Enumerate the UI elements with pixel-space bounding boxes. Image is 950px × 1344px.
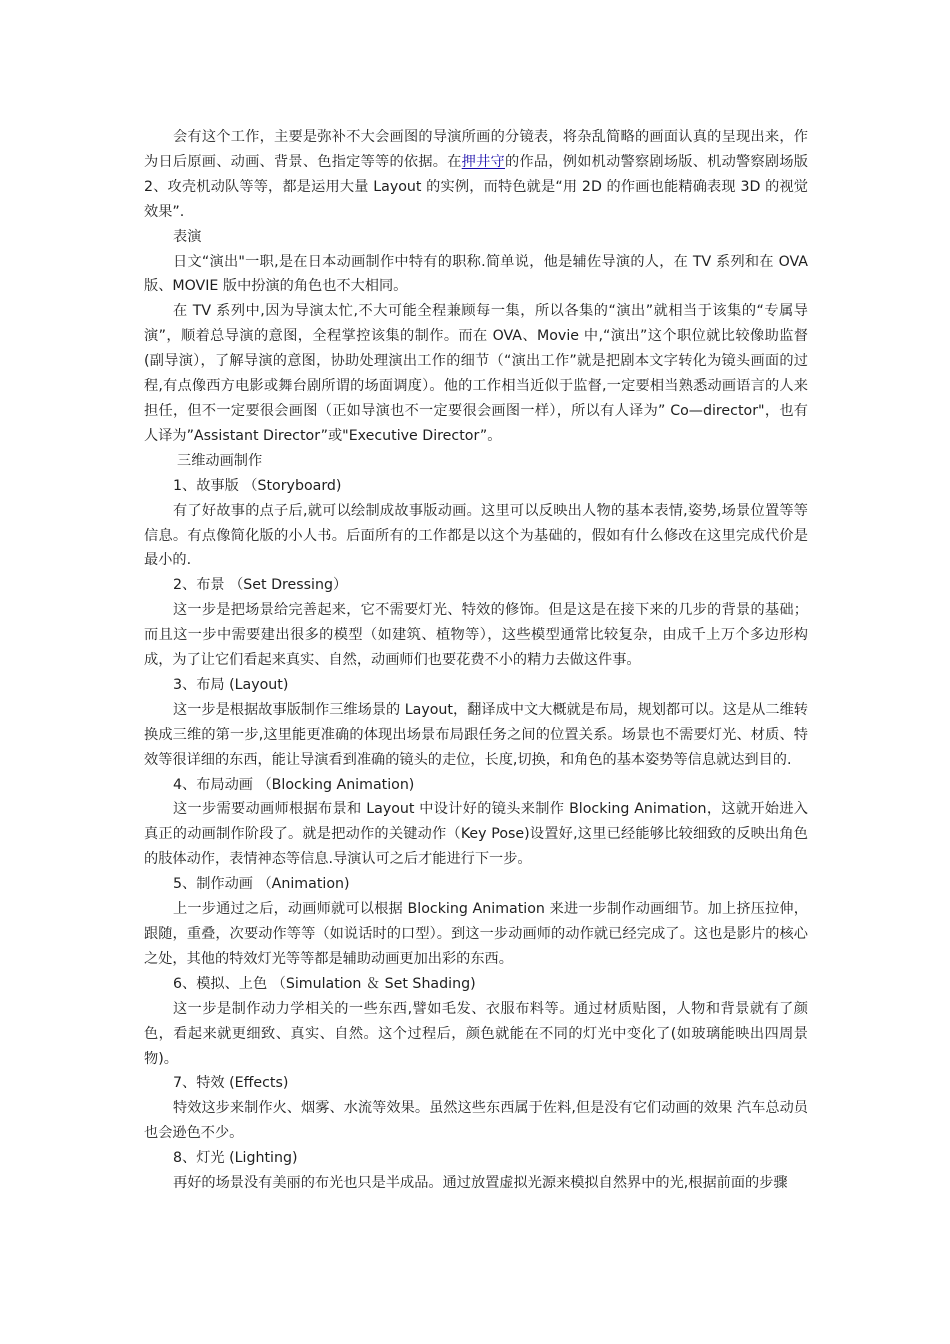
step-body: 上一步通过之后，动画师就可以根据 Blocking Animation 来进一步制作动画细节。加上挤压拉伸，跟随，重叠，次要动作等等（如说话时的口型）。到这一步动画师的动作就已经完成了。这也是影片的核心之处，其他的特效灯光等等都是辅助动画更加出彩的东西。 — [144, 901, 808, 967]
step-body: 特效这步来制作火、烟雾、水流等效果。虽然这些东西属于佐料,但是没有它们动画的效果 汽车总动员也会逊色不少。 — [144, 1100, 808, 1142]
step-title: 3、布局 (Layout) — [173, 676, 289, 693]
step-title: 5、制作动画 （Animation) — [173, 876, 350, 893]
step-body: 有了好故事的点子后,就可以绘制成故事版动画。这里可以反映出人物的基本表情,姿势,场景位置等等信息。有点像简化版的小人书。后面所有的工作都是以这个为基础的，假如有什么修改在这里完成代价是最小的. — [144, 502, 808, 569]
intro-text-before-link: 会有这个工作，主要是弥补不大会画图的导演所画的分镜表，将杂乱简略的画面认真的呈现出来，作为日后原画、动画、背景、色指定等等的依据。在 — [144, 129, 808, 170]
step-title: 7、特效 (Effects) — [173, 1075, 289, 1092]
document-body — [144, 125, 808, 1196]
intro-text-after-link: 的作品，例如机动警察剧场版、机动警察剧场版 2、攻壳机动队等等，都是运用大量 Layout 的实例，而特色就是“用 2D 的作画也能精确表现 3D 的视觉效果”. — [144, 153, 808, 220]
intro-paragraph — [144, 125, 808, 225]
section-heading-biaoyan: 表演 — [173, 228, 202, 245]
step-title: 2、布景 （Set Dressing） — [173, 577, 348, 594]
step-title: 1、故事版 （Storyboard) — [173, 477, 342, 494]
step-body: 这一步需要动画师根据布景和 Layout 中设计好的镜头来制作 Blocking Animation，这就开始进入真正的动画制作阶段了。就是把动作的关键动作（Key Pose)设置好,这里已经能够比较细致的反映出角色的肢体动作，表情神态等信息.导演认可之后才能进行下一步。 — [144, 801, 808, 868]
step-body: 这一步是根据故事版制作三维场景的 Layout，翻译成中文大概就是布局，规划都可以。这是从二维转换成三维的第一步,这里能更准确的体现出场景布局跟任务之间的位置关系。场景也不需要灯光、材质、特效等很详细的东西，能让导演看到准确的镜头的走位，长度,切换，和角色的基本姿势等信息就达到目的. — [144, 701, 808, 768]
step-title: 6、模拟、上色 （Simulation ＆ Set Shading) — [173, 975, 476, 992]
step-title: 8、灯光 (Lighting) — [173, 1150, 298, 1167]
biaoyan-paragraph-1: 日文“演出"一职,是在日本动画制作中特有的职称.简单说，他是辅佐导演的人，在 TV 系列和在 OVA 版、MOVIE 版中扮演的角色也不大相同。 — [144, 253, 808, 295]
step-title: 4、布局动画 （Blocking Animation) — [173, 776, 415, 793]
biaoyan-paragraph-2: 在 TV 系列中,因为导演太忙,不大可能全程兼顾每一集，所以各集的“演出”就相当于该集的“专属导演”，顺着总导演的意图，全程掌控该集的制作。而在 OVA、Movie 中,“演出”这个职位就比较像助监督(副导演），了解导演的意图，协助处理演出工作的细节（“演出工作”就是把剧本文字转化为镜头画面的过程,有点像西方电影或舞台剧所谓的场面调度）。他的工作相当近似于监督,一定要相当熟悉动画语言的人来担任，但不一定要很会画图（正如导演也不一定要很会画图一样），所以有人译为” Co—director"，也有人译为”Assistant Director”或"Executive Director”。 — [144, 303, 808, 444]
section-heading-3d-animation: 三维动画制作 — [177, 452, 263, 469]
step-body: 这一步是制作动力学相关的一些东西,譬如毛发、衣服布料等。通过材质贴图，人物和背景就有了颜色，看起来就更细致、真实、自然。这个过程后，颜色就能在不同的灯光中变化了(如玻璃能映出四周景物)。 — [144, 1000, 808, 1067]
step-body: 这一步是把场景给完善起来，它不需要灯光、特效的修饰。但是这是在接下来的几步的背景的基础；而且这一步中需要建出很多的模型（如建筑、植物等），这些模型通常比较复杂，由成千上万个多边形构成，为了让它们看起来真实、自然，动画师们也要花费不小的精力去做这件事。 — [144, 602, 808, 669]
oshii-mamoru-link[interactable]: 押井守 — [461, 153, 505, 170]
step-body: 再好的场景没有美丽的布光也只是半成品。通过放置虚拟光源来模拟自然界中的光,根据前面的步骤 — [173, 1175, 788, 1192]
